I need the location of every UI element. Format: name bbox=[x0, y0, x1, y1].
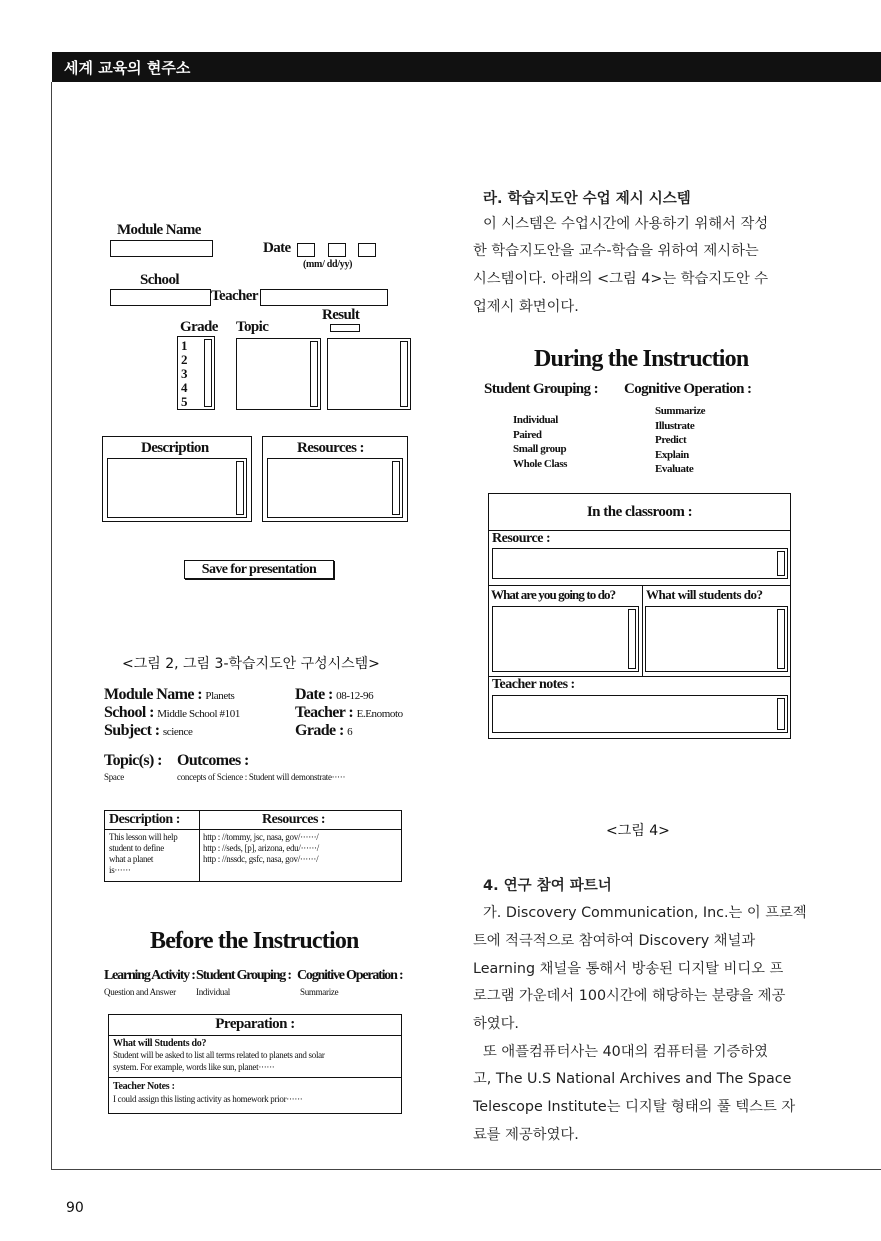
section-4-line: Learning 채널을 통해서 방송된 디지탈 비디오 프 bbox=[473, 961, 784, 977]
table-description-line: student to define bbox=[109, 843, 164, 853]
teacher-value: E.Enomoto bbox=[356, 708, 403, 720]
table-resources-header: Resources : bbox=[262, 812, 326, 827]
what-you-do-textarea[interactable] bbox=[492, 606, 639, 672]
teacher-field: Teacher : E.Enomoto bbox=[295, 704, 403, 721]
subject-field: Subject : science bbox=[104, 722, 193, 739]
grouping-options bbox=[513, 413, 567, 471]
cognitive-operation-value: Summarize bbox=[300, 987, 339, 997]
table-resources-cell bbox=[203, 832, 319, 865]
grouping-option[interactable]: Small group bbox=[513, 443, 567, 455]
grade-item[interactable]: 4 bbox=[181, 380, 188, 395]
table-resource-link[interactable]: http : //tommy, jsc, nasa, gov/······/ bbox=[203, 832, 319, 842]
section-4-line: 료를 제공하였다. bbox=[473, 1127, 579, 1143]
learning-activity-value: Question and Answer bbox=[104, 987, 176, 997]
cognitive-operation-label: Cognitive Operation : bbox=[297, 968, 403, 983]
subject-value: science bbox=[162, 726, 193, 738]
students-do-answer-line2: system. For example, words like sun, planet······ bbox=[113, 1062, 275, 1072]
table-column-rule bbox=[199, 811, 200, 881]
description-label: Description bbox=[141, 440, 209, 456]
grade-value: 6 bbox=[347, 726, 353, 738]
grade-key: Grade bbox=[295, 722, 336, 739]
grouping-option[interactable]: Whole Class bbox=[513, 457, 567, 470]
section-4-heading: 4. 연구 참여 파트너 bbox=[483, 878, 612, 894]
header-title: 세계 교육의 현주소 bbox=[64, 59, 191, 77]
outcomes-label: Outcomes : bbox=[177, 752, 249, 769]
columns-top-rule bbox=[489, 585, 790, 586]
grade-list[interactable] bbox=[177, 336, 215, 410]
section-ra-heading: 라. 학습지도안 수업 제시 시스템 bbox=[483, 191, 691, 207]
teacher-notes-answer: I could assign this listing activity as homework prior······ bbox=[113, 1094, 303, 1104]
teacher-notes-textarea[interactable] bbox=[492, 695, 788, 733]
grade-item[interactable]: 2 bbox=[181, 352, 188, 367]
operation-option[interactable]: Illustrate bbox=[655, 419, 695, 432]
topic-scrollbar[interactable] bbox=[310, 341, 318, 407]
section-4-line: 트에 적극적으로 참여하여 Discovery 채널과 bbox=[473, 933, 756, 949]
fig4-cognitive-operation-label: Cognitive Operation : bbox=[624, 381, 752, 397]
date-key: Date bbox=[295, 686, 325, 703]
lesson-plan-table bbox=[104, 810, 402, 882]
date-format-hint: (mm/ dd/yy) bbox=[303, 259, 353, 270]
students-do-question: What will Students do? bbox=[113, 1038, 207, 1049]
grade-field: Grade : 6 bbox=[295, 722, 353, 739]
result-indicator bbox=[330, 324, 360, 332]
student-grouping-label: Student Grouping : bbox=[196, 968, 291, 983]
teacher-notes-scrollbar[interactable] bbox=[777, 698, 785, 730]
date-field: Date : 08-12-96 bbox=[295, 686, 374, 703]
table-resource-link[interactable]: http : //nssdc, gsfc, nasa, gov/······/ bbox=[203, 854, 319, 864]
learning-activity-label: Learning Activity : bbox=[104, 968, 195, 983]
page-number: 90 bbox=[66, 1200, 84, 1216]
resources-textarea[interactable] bbox=[267, 458, 403, 518]
teacher-input[interactable] bbox=[260, 289, 388, 306]
section-ra-line: 한 학습지도안을 교수-학습을 위하여 제시하는 bbox=[473, 243, 759, 259]
operation-option[interactable]: Predict bbox=[655, 434, 687, 446]
date-day-input[interactable] bbox=[328, 243, 346, 257]
date-month-input[interactable] bbox=[297, 243, 315, 257]
classroom-panel bbox=[488, 493, 791, 739]
left-rule bbox=[51, 82, 52, 1169]
bottom-rule bbox=[51, 1169, 881, 1170]
students-do-answer-line1: Student will be asked to list all terms related to planets and solar bbox=[113, 1050, 325, 1060]
grouping-option[interactable]: Paired bbox=[513, 428, 542, 441]
description-scrollbar[interactable] bbox=[236, 461, 244, 515]
section-4-line: 로그램 가운데서 100시간에 해당하는 분량을 제공 bbox=[473, 988, 786, 1004]
school-label: School bbox=[140, 272, 179, 288]
description-panel bbox=[102, 436, 252, 522]
date-label: Date bbox=[263, 240, 291, 256]
section-4-line: 하였다. bbox=[473, 1016, 519, 1032]
description-textarea[interactable] bbox=[107, 458, 247, 518]
resource-label: Resource : bbox=[492, 531, 551, 546]
table-description-line: what a planet bbox=[109, 854, 154, 864]
what-you-do-label: What are you going to do? bbox=[491, 587, 616, 602]
resource-input[interactable] bbox=[492, 548, 788, 579]
teacher-notes-label: Teacher notes : bbox=[492, 677, 575, 692]
classroom-label: In the classroom : bbox=[586, 504, 693, 520]
teacher-notes-question: Teacher Notes : bbox=[113, 1081, 175, 1092]
operation-option[interactable]: Explain bbox=[655, 448, 689, 461]
figure-2-3-caption: <그림 2, 그림 3-학습지도안 구성시스템> bbox=[122, 656, 380, 672]
before-instruction-title: Before the Instruction bbox=[150, 928, 359, 954]
school-input[interactable] bbox=[110, 289, 211, 306]
section-ra-line: 업제시 화면이다. bbox=[473, 299, 579, 315]
during-instruction-title: During the Instruction bbox=[534, 346, 749, 372]
preparation-mid-rule bbox=[109, 1077, 401, 1078]
school-field: School : Middle School #101 bbox=[104, 704, 240, 721]
save-for-presentation-button[interactable]: Save for presentation bbox=[184, 560, 334, 579]
grouping-option[interactable]: Individual bbox=[513, 414, 558, 426]
table-description-line: This lesson will help bbox=[109, 832, 178, 842]
preparation-header: Preparation : bbox=[215, 1016, 295, 1032]
what-students-do-scrollbar[interactable] bbox=[777, 609, 785, 669]
resources-label: Resources : bbox=[297, 440, 364, 456]
grade-label: Grade bbox=[180, 319, 218, 335]
what-you-do-scrollbar[interactable] bbox=[628, 609, 636, 669]
result-list[interactable] bbox=[327, 338, 411, 410]
section-4-line: 또 애플컴퓨터사는 40대의 컴퓨터를 기증하였 bbox=[483, 1044, 768, 1060]
columns-divider bbox=[642, 585, 643, 676]
table-resource-link[interactable]: http : //seds, [p], arizona, edu/······/ bbox=[203, 843, 319, 853]
operation-options bbox=[655, 404, 705, 477]
school-key: School bbox=[104, 704, 146, 721]
teacher-label: Teacher bbox=[211, 288, 258, 304]
outcome-value: concepts of Science : Student will demonstrate····· bbox=[177, 772, 346, 782]
operation-option[interactable]: Evaluate bbox=[655, 463, 694, 475]
school-value: Middle School #101 bbox=[157, 708, 240, 720]
fig4-student-grouping-label: Student Grouping : bbox=[484, 381, 598, 397]
teacher-key: Teacher bbox=[295, 704, 346, 721]
date-value: 08-12-96 bbox=[336, 690, 374, 702]
figure-4-caption: <그림 4> bbox=[606, 823, 670, 839]
grade-item[interactable]: 3 bbox=[181, 366, 188, 381]
table-description-cell bbox=[109, 832, 177, 876]
resource-scrollbar[interactable] bbox=[777, 551, 785, 576]
module-name-label: Module Name bbox=[117, 222, 201, 238]
table-description-line: is······ bbox=[109, 865, 131, 875]
module-name-key: Module Name bbox=[104, 686, 194, 703]
topic-list[interactable] bbox=[236, 338, 321, 410]
resources-scrollbar[interactable] bbox=[392, 461, 400, 515]
section-4-line: Telescope Institute는 디지탈 형태의 풀 텍스트 자 bbox=[473, 1099, 796, 1115]
section-ra-line: 시스템이다. 아래의 <그림 4>는 학습지도안 수 bbox=[473, 271, 769, 287]
preparation-box bbox=[108, 1014, 402, 1114]
section-4-line: 고, The U.S National Archives and The Space bbox=[473, 1071, 792, 1087]
topic-value: Space bbox=[104, 772, 124, 782]
preparation-header-rule bbox=[109, 1035, 401, 1036]
section-ra-line: 이 시스템은 수업시간에 사용하기 위해서 작성 bbox=[483, 216, 769, 232]
operation-option[interactable]: Summarize bbox=[655, 405, 706, 417]
topics-label: Topic(s) : bbox=[104, 752, 162, 769]
module-name-field: Module Name : Planets bbox=[104, 686, 235, 703]
result-label: Result bbox=[322, 307, 360, 323]
resources-panel bbox=[262, 436, 408, 522]
subject-key: Subject bbox=[104, 722, 152, 739]
topic-label: Topic bbox=[236, 319, 269, 335]
what-students-do-label: What will students do? bbox=[646, 587, 763, 602]
grade-item[interactable]: 5 bbox=[181, 394, 188, 409]
module-name-value: Planets bbox=[205, 690, 235, 702]
module-name-input[interactable] bbox=[110, 240, 213, 257]
table-header-rule bbox=[105, 829, 401, 830]
grade-item[interactable]: 1 bbox=[181, 338, 188, 353]
table-description-header: Description : bbox=[109, 812, 180, 827]
grade-scrollbar[interactable] bbox=[204, 339, 212, 407]
date-year-input[interactable] bbox=[358, 243, 376, 257]
what-students-do-textarea[interactable] bbox=[645, 606, 788, 672]
section-4-line: 가. Discovery Communication, Inc.는 이 프로젝 bbox=[483, 905, 807, 921]
student-grouping-value: Individual bbox=[196, 987, 230, 997]
result-scrollbar[interactable] bbox=[400, 341, 408, 407]
